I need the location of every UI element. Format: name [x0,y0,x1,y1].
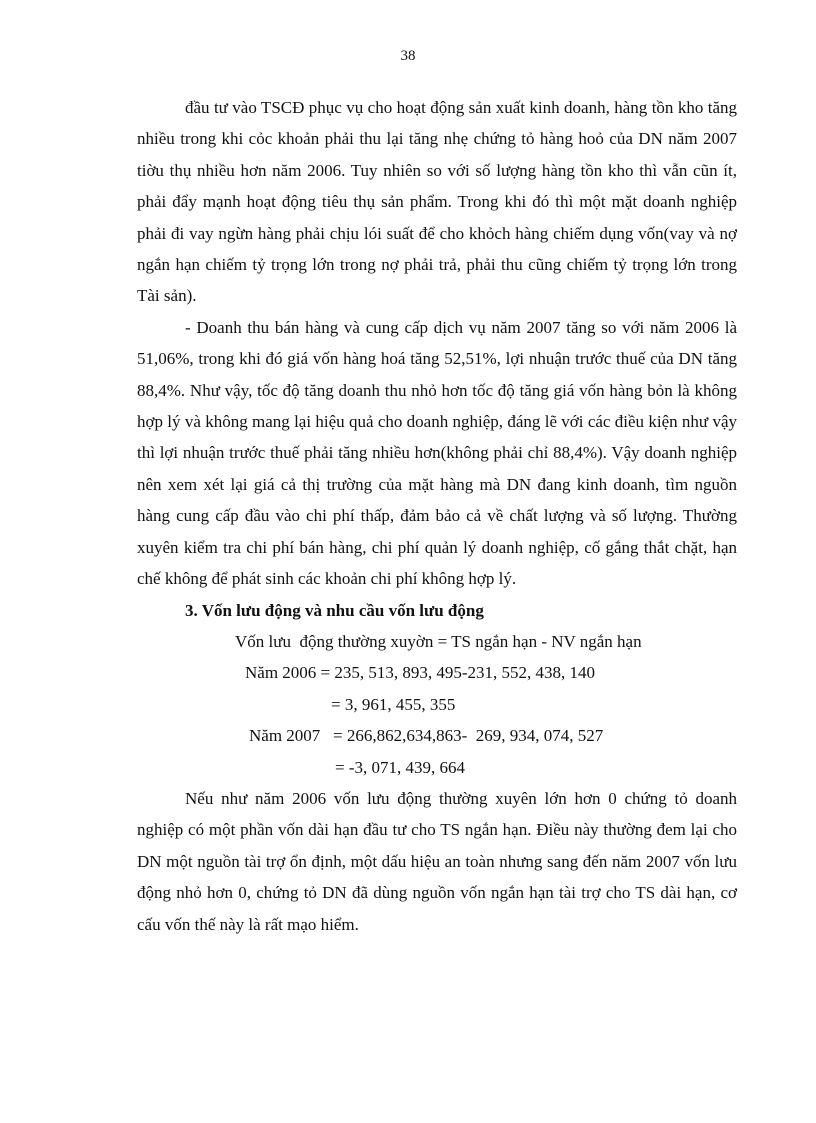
formula-result-2006: = 3, 961, 455, 355 [331,694,456,714]
paragraph-fixed-assets: đầu tư vào TSCĐ phục vụ cho hoạt động sản xuất kinh doanh, hàng tồn kho tăng nhiều trong khi cỏc khoản phải thu lại tăng nhẹ chứng tỏ hàng hoỏ của DN năm 2007 tiờu thụ nhiều hơn năm 2006. Tuy nhiên so với số lượng hàng tồn kho thì vẫn cũn ít, phải đẩy mạnh hoạt động tiêu thụ sản phẩm. Trong khi đó thì một mặt doanh nghiệp phải đi vay ngừn hàng phải chịu lói suất để cho khỏch hàng chiếm dụng vốn(vay và nợ ngắn hạn chiếm tỷ trọng lớn trong nợ phải trả, phải thu cũng chiếm tỷ trọng lớn trong Tài sản). [137,98,737,306]
formula-result-2007: = -3, 071, 439, 664 [335,757,465,777]
section-heading: 3. Vốn lưu động và nhu cầu vốn lưu động [185,600,484,620]
formula-year-2006: Năm 2006 = 235, 513, 893, 495-231, 552, 438, 140 [245,663,596,683]
formula-year-2007: Năm 2007 = 266,862,634,863- 269, 934, 074, 527 [249,726,604,746]
formula-definition: Vốn lưu động thường xuyờn = TS ngắn hạn - NV ngắn hạn [235,631,642,651]
page-number: 38 [400,48,416,64]
paragraph-conclusion: Nếu như năm 2006 vốn lưu động thường xuyên lớn hơn 0 chứng tỏ doanh nghiệp có một phần vốn dài hạn đầu tư cho TS ngắn hạn. Điều này thường đem lại cho DN một nguồn tài trợ ổn định, một dấu hiệu an toàn nhưng sang đến năm 2007 vốn lưu động nhỏ hơn 0, chứng tỏ DN đã dùng nguồn vốn ngắn hạn tài trợ cho TS dài hạn, cơ cấu vốn thế này là rất mạo hiểm. [137,788,737,934]
document-body [137,92,737,940]
paragraph-revenue: - Doanh thu bán hàng và cung cấp dịch vụ năm 2007 tăng so với năm 2006 là 51,06%, trong khi đó giá vốn hàng hoá tăng 52,51%, lợi nhuận trước thuế của DN tăng 88,4%. Như vậy, tốc độ tăng doanh thu nhỏ hơn tốc độ tăng giá vốn hàng bỏn là không hợp lý và không mang lại hiệu quả cho doanh nghiệp, đáng lẽ với các điều kiện như vậy thì lợi nhuận trước thuế phải tăng nhiều hơn(không phải chỉ 88,4%). Vậy doanh nghiệp nên xem xét lại giá cả thị trường của mặt hàng mà DN đang kinh doanh, tìm nguồn hàng cung cấp đầu vào chi phí thấp, đảm bảo cả về chất lượng và số lượng. Thường xuyên kiểm tra chi phí bán hàng, chi phí quản lý doanh nghiệp, cố gắng thắt chặt, hạn chế không để phát sinh các khoản chi phí không hợp lý. [137,317,737,589]
